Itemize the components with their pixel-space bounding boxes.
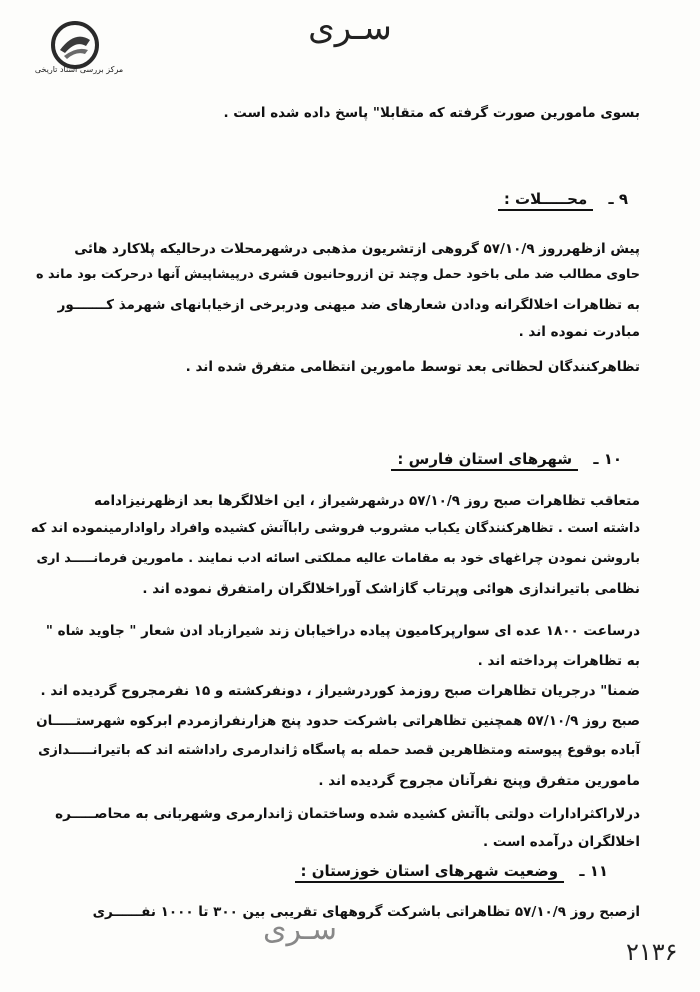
classification-stamp-top: سـری	[308, 8, 392, 48]
section-11-line-1: ازصبح روز ۵۷/۱۰/۹ تظاهراتی باشرکت گروههای تقریبی بین ۳۰۰ تا ۱۰۰۰ نفــــــری	[92, 904, 640, 920]
section-11-number: ۱۱ ـ	[579, 862, 608, 880]
section-10-title: شهرهای استان فارس :	[391, 450, 578, 471]
section-9-line-2: حاوی مطالب ضد ملی باخود حمل وچند تن ازروحانیون قشری درپیشاپیش آنها درحرکت بود ماند ه	[36, 267, 640, 282]
section-9-line-4: مبادرت نموده اند .	[518, 324, 640, 340]
section-9-line-5: تظاهرکنندگان لحظاتی بعد توسط مامورین انتظامی متفرق شده اند .	[185, 359, 640, 375]
page-number: ۲۱۳۶	[626, 938, 678, 966]
intro-line: بسوی مامورین صورت گرفته که متقابلا" پاسخ داده شده است .	[223, 105, 640, 121]
section-11-title: وضعیت شهرهای استان خوزستان :	[295, 862, 565, 883]
section-10-line-10: مامورین متفرق وپنج نفرآنان مجروح گردیده اند .	[318, 773, 640, 789]
section-10-line-3: باروشن نمودن چراغهای خود به مقامات عالیه مملکتی اسائه ادب نمایند . مامورین فرمانـــــد اری	[36, 551, 640, 566]
section-9-heading	[498, 190, 628, 211]
section-10-line-1: متعاقب تظاهرات صبح روز ۵۷/۱۰/۹ درشهرشیراز ، این اخلالگرها بعد ازظهرنیزادامه	[93, 493, 640, 509]
section-10-line-2: داشته است . تظاهرکنندگان یکباب مشروب فروشی راباآتش کشیده وافراد راوادارمینموده اند که	[30, 521, 640, 536]
section-10-line-6: به تظاهرات پرداخته اند .	[477, 653, 640, 669]
section-10-line-7: ضمنا" درجریان تظاهرات صبح روزمذ کوردرشیراز ، دونفرکشته و ۱۵ نفرمجروح گردیده اند .	[40, 683, 640, 699]
section-10-line-9: آباده بوقوع پیوسته ومتظاهرین قصد حمله به پاسگاه ژاندارمری راداشته اند که باتیرانـــــدازی	[38, 743, 640, 758]
section-11-heading	[295, 862, 608, 883]
section-10-number: ۱۰ ـ	[593, 450, 622, 468]
section-10-line-5: درساعت ۱۸۰۰ عده ای سوارپرکامیون پیاده دراخیابان زند شیرازباد ادن شعار " جاوید شاه "	[45, 623, 640, 639]
section-9-number: ۹ ـ	[608, 190, 628, 208]
section-10-heading	[391, 450, 622, 471]
section-9-line-3: به تظاهرات اخلالگرانه ودادن شعارهای ضد میهنی ودربرخی ازخیابانهای شهرمذ کـــــــور	[57, 297, 640, 313]
section-9-title: محـــــلات :	[498, 190, 593, 211]
section-9-line-1: پیش ازظهرروز ۵۷/۱۰/۹ گروهی ازتشریون مذهبی درشهرمحلات درحالیکه پلاکارد هائی	[74, 241, 640, 257]
section-10-line-11: درلاراکثرادارات دولتی باآتش کشیده شده وساختمان ژاندارمری وشهربانی به محاصـــــره	[55, 806, 640, 822]
archive-logo-text: مرکز بررسی اسناد تاریخی	[34, 65, 124, 74]
section-10-line-12: اخلالگران درآمده است .	[483, 834, 640, 850]
classification-stamp-bottom: سـری	[263, 912, 337, 947]
section-10-line-8: صبح روز ۵۷/۱۰/۹ همچنین تظاهراتی باشرکت حدود پنج هزارنفرازمردم ابرکوه شهرستـــــان	[36, 713, 640, 729]
section-10-line-4: نظامی باتیراندازی هوائی وپرتاب گازاشک آوراخلالگران رامتفرق نموده اند .	[142, 581, 640, 597]
